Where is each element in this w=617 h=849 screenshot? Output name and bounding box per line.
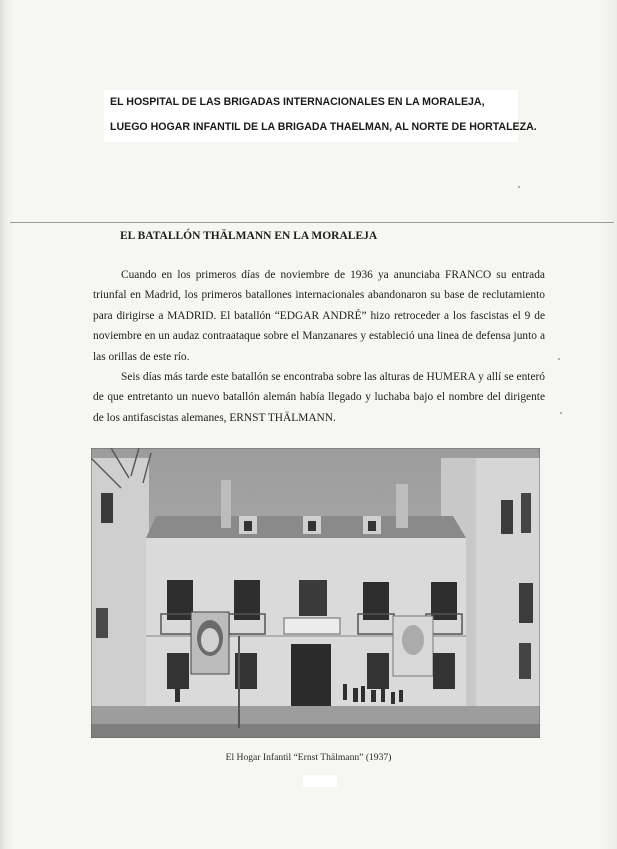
header-line-1: EL HOSPITAL DE LAS BRIGADAS INTERNACIONALES EN LA MORALEJA,: [110, 96, 485, 108]
building-photo: [91, 448, 540, 738]
photo-caption: El Hogar Infantil “Ernst Thälmann” (1937): [225, 752, 392, 763]
paragraph-2: Seis días más tarde este batallón se encontraba sobre las alturas de HUMERA y allí se enteró de que entretanto un nuevo batallón alemán había llegado y luchaba bajo el nombre del dirigente de los antifascistas alemanes, ERNST THÄLMANN.: [93, 371, 545, 424]
header-line-2: LUEGO HOGAR INFANTIL DE LA BRIGADA THAELMAN, AL NORTE DE HORTALEZA.: [110, 121, 537, 133]
speck: [558, 358, 560, 360]
paragraph-1: Cuando en los primeros días de noviembre de 1936 ya anunciaba FRANCO su entrada triunfal en Madrid, los primeros batallones internacionales abandonaron su base de reclutamiento para dirigirse a MADRID. El batallón “EDGAR ANDRÉ” hizo retroceder a los fascistas el 9 de noviembre en un audaz contraataque sobre el Manzanares y estableció una linea de defensa junto a las orillas de este río.: [93, 269, 545, 363]
speck: [560, 412, 562, 414]
white-patch: [303, 775, 337, 787]
fold-line: [10, 222, 614, 223]
body-text: [93, 265, 545, 428]
building-photo-graphic: [91, 448, 540, 738]
speck: [518, 186, 520, 188]
section-title: EL BATALLÓN THÄLMANN EN LA MORALEJA: [120, 230, 378, 242]
header-label: [104, 90, 537, 142]
